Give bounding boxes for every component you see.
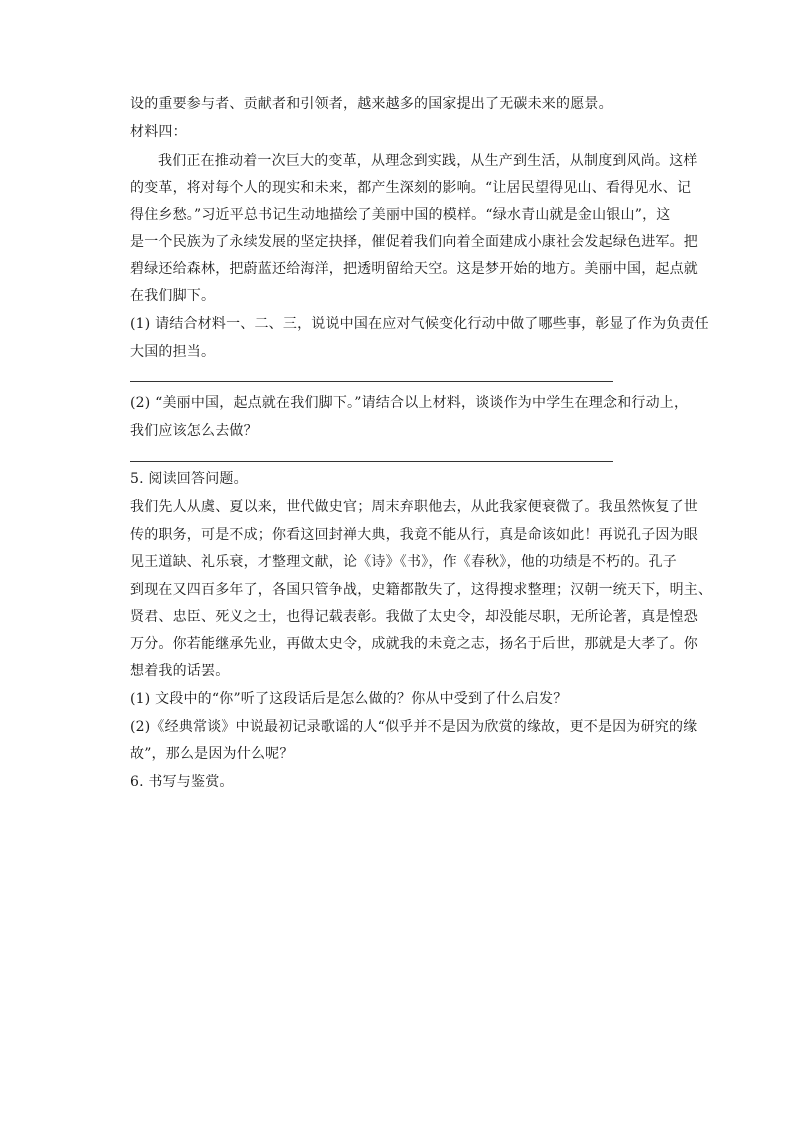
question-4-2-line: (2) “美丽中国，起点就在我们脚下。”请结合以上材料，谈谈作为中学生在理念和行动上， bbox=[130, 395, 689, 411]
question-5-passage-line: 传的职务，可是不成；你看这回封禅大典，我竟不能从行，真是命该如此！再说孔子因为眼 bbox=[130, 527, 698, 543]
question-5-passage-line: 我们先人从虞、夏以来，世代做史官；周末弃职他去，从此我家便衰微了。我虽然恢复了世 bbox=[130, 499, 698, 515]
continuation-line: 设的重要参与者、贡献者和引领者，越来越多的国家提出了无碳未来的愿景。 bbox=[130, 96, 613, 112]
question-5-passage-line: 万分。你若能继承先业，再做太史令，成就我的未竟之志，扬名于后世，那就是大孝了。你 bbox=[130, 636, 698, 652]
material-four-line: 在我们脚下。 bbox=[130, 288, 216, 304]
question-5-passage-line: 见王道缺、礼乐衰，才整理文献，论《诗》《书》，作《春秋》，他的功绩是不朽的。孔子 bbox=[130, 554, 677, 570]
answer-line-4-2[interactable] bbox=[130, 461, 613, 462]
question-5-sub-1: (1) 文段中的“你”听了这段话后是怎么做的？你从中受到了什么启发？ bbox=[130, 691, 568, 707]
question-5-passage-line: 到现在又四百多年了，各国只管争战，史籍都散失了，这得搜求整理；汉朝一统天下，明主、 bbox=[130, 582, 713, 598]
answer-line-4-1[interactable] bbox=[130, 381, 613, 382]
question-5-sub-2-line: 故”，那么是因为什么呢？ bbox=[130, 746, 294, 762]
question-5-passage-line: 贤君、忠臣、死义之士，也得记载表彰。我做了太史令，却没能尽职，无所论著，真是惶恐 bbox=[130, 609, 698, 625]
question-5-heading: 5. 阅读回答问题。 bbox=[130, 471, 248, 487]
material-four-line: 我们正在推动着一次巨大的变革，从理念到实践，从生产到生活，从制度到风尚。这样 bbox=[158, 153, 698, 169]
question-4-1-line: (1) 请结合材料一、二、三，说说中国在应对气候变化行动中做了哪些事，彰显了作为负责任 bbox=[130, 316, 709, 332]
question-6-heading: 6. 书写与鉴赏。 bbox=[130, 774, 234, 790]
material-four-heading: 材料四： bbox=[130, 124, 187, 140]
material-four-line: 得住乡愁。”习近平总书记生动地描绘了美丽中国的模样。“绿水青山就是金山银山”，这 bbox=[130, 207, 671, 223]
question-4-2-line: 我们应该怎么去做？ bbox=[130, 423, 258, 439]
question-5-passage-line: 想着我的话罢。 bbox=[130, 663, 230, 679]
question-4-1-line: 大国的担当。 bbox=[130, 344, 216, 360]
material-four-line: 是一个民族为了永续发展的坚定抉择，催促着我们向着全面建成小康社会发起绿色进军。把 bbox=[130, 234, 698, 250]
material-four-line: 碧绿还给森林，把蔚蓝还给海洋，把透明留给天空。这是梦开始的地方。美丽中国，起点就 bbox=[130, 261, 698, 277]
material-four-line: 的变革，将对每个人的现实和未来，都产生深刻的影响。“让居民望得见山、看得见水、记 bbox=[130, 180, 692, 196]
question-5-sub-2-line: (2)《经典常谈》中说最初记录歌谣的人“似乎并不是因为欣赏的缘故，更不是因为研究的缘 bbox=[130, 719, 698, 735]
